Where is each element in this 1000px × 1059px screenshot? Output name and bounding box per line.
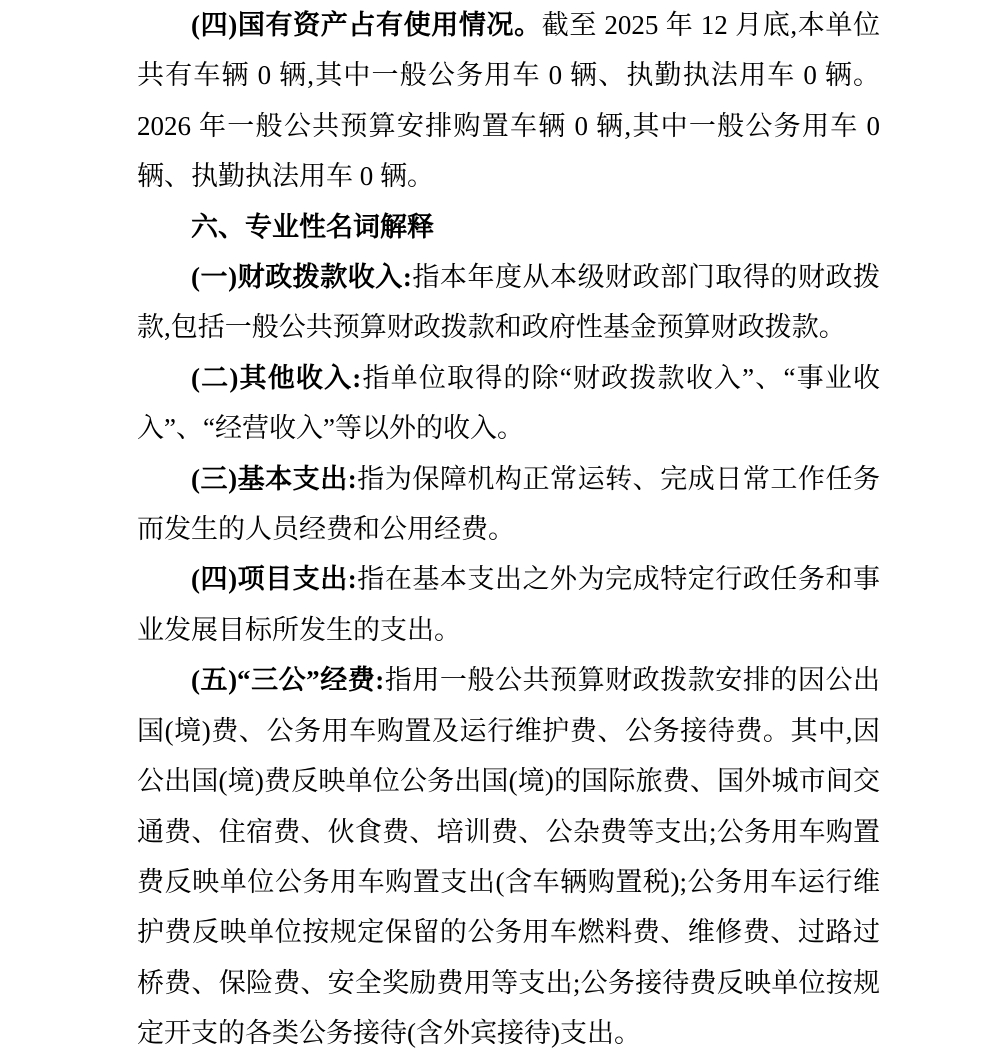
paragraph-body: 指用一般公共预算财政拨款安排的因公出国(境)费、公务用车购置及运行维护费、公务接待费。其中,因公出国(境)费反映单位公务出国(境)的国际旅费、国外城市间交通费、住宿费、伙食费、培训费、公杂费等支出;公务用车购置费反映单位公务用车购置支出(含车辆购置税);公务用车运行维护费反映单位按规定保留的公务用车燃料费、维修费、过路过桥费、保险费、安全奖励费用等支出;公务接待费反映单位按规定开支的各类公务接待(含外宾接待)支出。	[137, 665, 880, 1049]
document-page	[137, 0, 880, 1059]
paragraph-body: 截至 2025 年 12 月底,本单位共有车辆 0 辆,其中一般公务用车 0 辆、执勤执法用车 0 辆。2026 年一般公共预算安排购置车辆 0 辆,其中一般公务用车 0 辆、执勤执法用车 0 辆。	[137, 10, 881, 192]
paragraph-other-income	[137, 353, 880, 454]
section-heading: 六、专业性名词解释	[191, 211, 434, 242]
paragraph-state-assets	[137, 0, 880, 202]
paragraph-body: 指单位取得的除“财政拨款收入”、“事业收入”、“经营收入”等以外的收入。	[137, 362, 880, 444]
paragraph-body: 指在基本支出之外为完成特定行政任务和事业发展目标所发生的支出。	[137, 564, 880, 645]
paragraph-lead: (三)基本支出:	[191, 463, 357, 494]
paragraph-lead: (五)“三公”经费:	[191, 665, 385, 696]
paragraph-basic-expenditure	[137, 454, 880, 555]
paragraph-body: 指为保障机构正常运转、完成日常工作任务而发生的人员经费和公用经费。	[137, 463, 880, 545]
paragraph-lead: (二)其他收入:	[191, 362, 362, 393]
paragraph-three-public-funds	[137, 655, 880, 1058]
paragraph-lead: (四)项目支出:	[191, 564, 357, 595]
paragraph-fiscal-appropriation-income	[137, 252, 880, 353]
paragraph-lead: (四)国有资产占有使用情况。	[191, 10, 542, 40]
paragraph-body: 指本年度从本级财政部门取得的财政拨款,包括一般公共预算财政拨款和政府性基金预算财政拨款。	[137, 262, 880, 343]
paragraph-project-expenditure	[137, 554, 880, 655]
paragraph-lead: (一)财政拨款收入:	[191, 262, 412, 293]
